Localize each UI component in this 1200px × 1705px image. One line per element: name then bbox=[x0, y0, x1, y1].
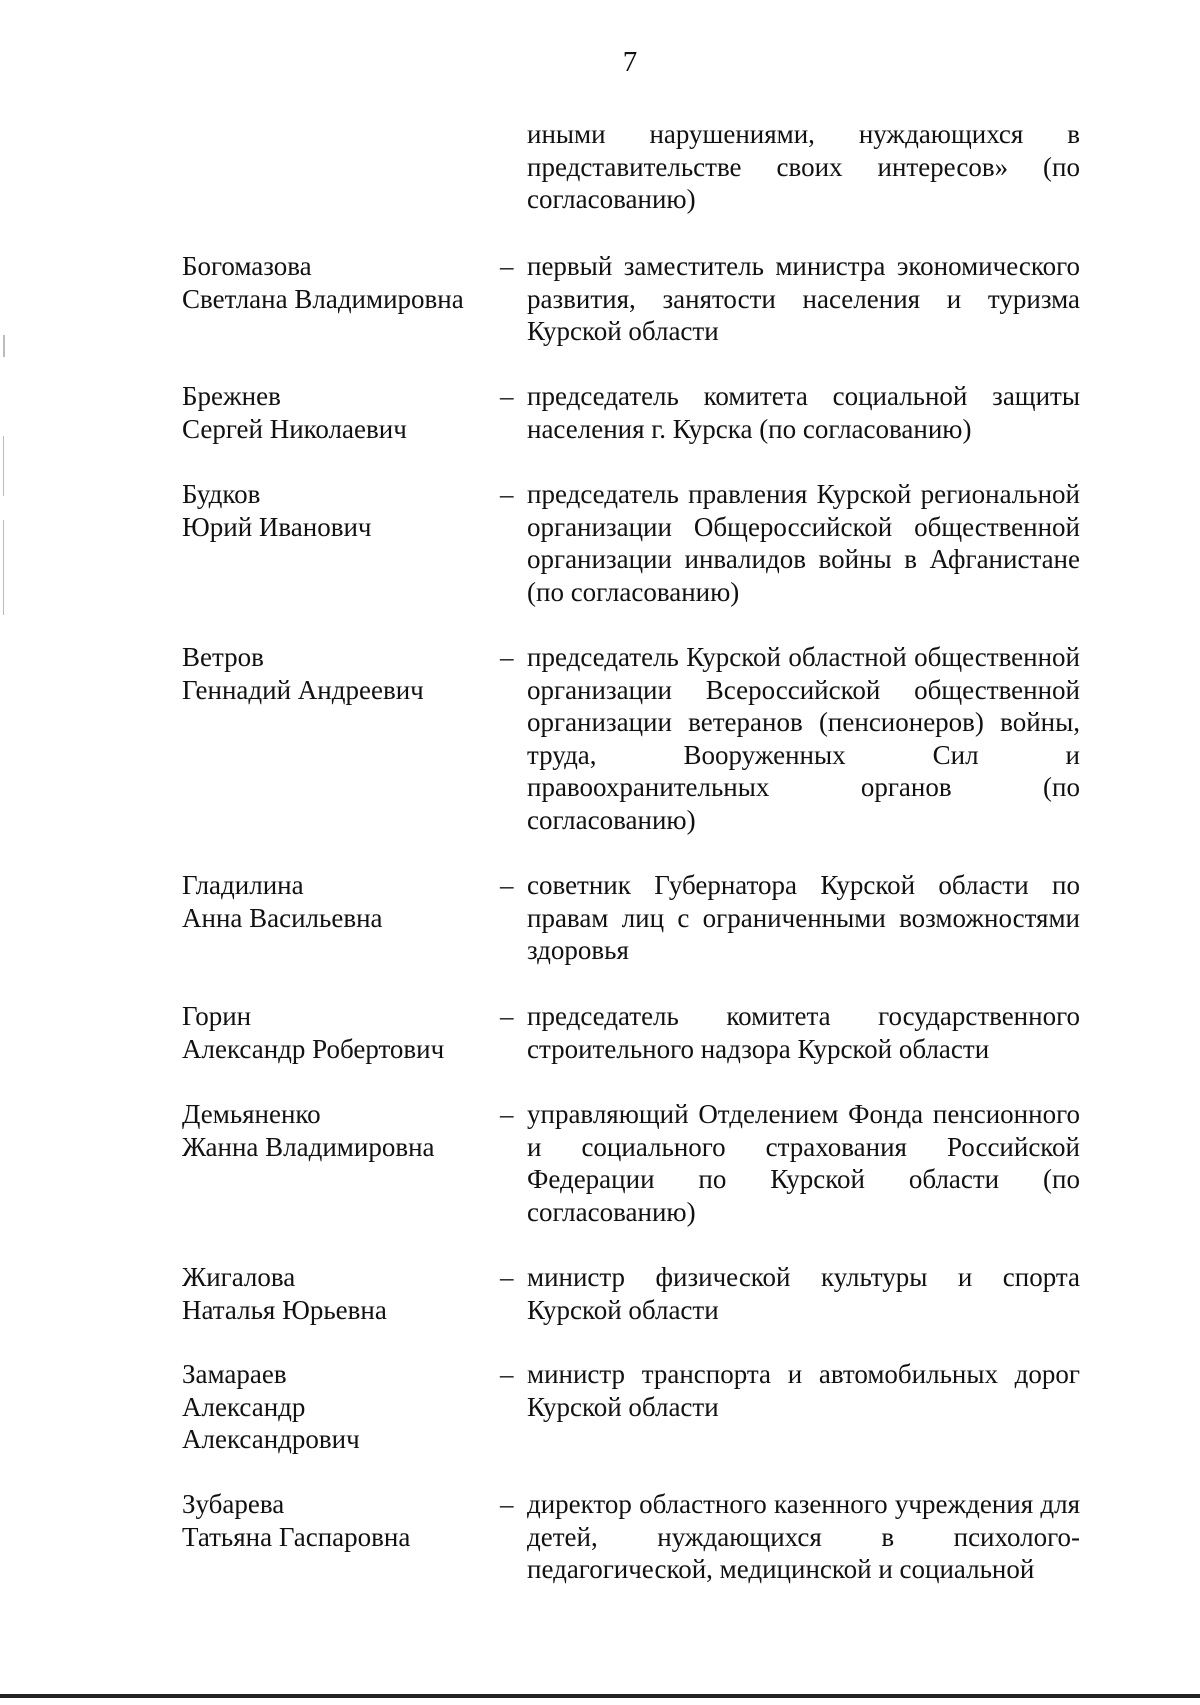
person-name bbox=[182, 869, 482, 934]
scan-artifact bbox=[3, 335, 5, 357]
surname: Будков bbox=[182, 479, 261, 509]
position-description: министр транспорта и автомобильных дорог Курской области bbox=[527, 1359, 1080, 1422]
continuation-text: иными нарушениями, нуждающихся в представительстве своих интересов» (по согласованию) bbox=[527, 119, 1080, 214]
given-names: Татьяна Гаспаровна bbox=[182, 1521, 411, 1552]
surname: Зубарева bbox=[182, 1489, 285, 1519]
given-names: Светлана Владимировна bbox=[182, 283, 464, 314]
position-description: председатель правления Курской региональной организации Общероссийской общественной организации инвалидов войны в Афганистане (по согласованию) bbox=[527, 479, 1080, 607]
person-name bbox=[182, 1000, 482, 1065]
dash-separator: – bbox=[500, 479, 514, 509]
dash-separator: – bbox=[500, 251, 514, 281]
person-name bbox=[182, 1098, 482, 1163]
given-names: Анна Васильевна bbox=[182, 902, 383, 933]
given-names: Сергей Николаевич bbox=[182, 413, 407, 444]
page-number: 7 bbox=[622, 46, 638, 78]
given-names: Александр bbox=[182, 1391, 306, 1422]
person-name bbox=[182, 1358, 482, 1456]
given-names: Геннадий Андреевич bbox=[182, 674, 424, 705]
surname: Ветров bbox=[182, 642, 264, 672]
scan-artifact bbox=[3, 436, 4, 496]
surname: Жигалова bbox=[182, 1262, 296, 1292]
surname: Замараев bbox=[182, 1359, 287, 1389]
person-name bbox=[182, 380, 482, 445]
dash-separator: – bbox=[500, 381, 514, 411]
surname: Демьяненко bbox=[182, 1099, 321, 1129]
dash-separator: – bbox=[500, 1489, 514, 1519]
scan-artifact bbox=[3, 520, 4, 615]
surname: Горин bbox=[182, 1001, 252, 1031]
position-description: директор областного казенного учреждения для детей, нуждающихся в психолого-педагогической, медицинской и социальной bbox=[527, 1489, 1080, 1584]
bottom-edge-rule bbox=[0, 1694, 1200, 1698]
position-description: советник Губернатора Курской области по правам лиц с ограниченными возможностями здоровья bbox=[527, 870, 1080, 965]
person-name bbox=[182, 478, 482, 543]
position-description: министр физической культуры и спорта Курской области bbox=[527, 1262, 1080, 1325]
position-description: председатель комитета социальной защиты населения г. Курска (по согласованию) bbox=[527, 381, 1080, 444]
surname: Гладилина bbox=[182, 870, 304, 900]
dash-separator: – bbox=[500, 1001, 514, 1031]
given-names: Александр Робертович bbox=[182, 1033, 445, 1064]
person-name bbox=[182, 1488, 482, 1553]
surname: Брежнев bbox=[182, 381, 281, 411]
dash-separator: – bbox=[500, 642, 514, 672]
person-name bbox=[182, 641, 482, 706]
dash-separator: – bbox=[500, 1359, 514, 1389]
dash-separator: – bbox=[500, 1099, 514, 1129]
person-name bbox=[182, 250, 482, 315]
given-names: Юрий Иванович bbox=[182, 511, 372, 542]
dash-separator: – bbox=[500, 870, 514, 900]
patronymic: Александрович bbox=[182, 1424, 360, 1454]
given-names: Жанна Владимировна bbox=[182, 1131, 435, 1162]
dash-separator: – bbox=[500, 1262, 514, 1292]
surname: Богомазова bbox=[182, 251, 312, 281]
position-description: управляющий Отделением Фонда пенсионного и социального страхования Российской Федерации по Курской области (по согласованию) bbox=[527, 1099, 1080, 1227]
person-name bbox=[182, 1261, 482, 1326]
position-description: первый заместитель министра экономического развития, занятости населения и туризма Курской области bbox=[527, 251, 1080, 346]
given-names: Наталья Юрьевна bbox=[182, 1294, 387, 1325]
position-description: председатель Курской областной общественной организации Всероссийской общественной организации ветеранов (пенсионеров) войны, труда, Вооруженных Сил и правоохранительных органов (по согласованию) bbox=[527, 642, 1080, 835]
position-description: председатель комитета государственного строительного надзора Курской области bbox=[527, 1001, 1080, 1064]
